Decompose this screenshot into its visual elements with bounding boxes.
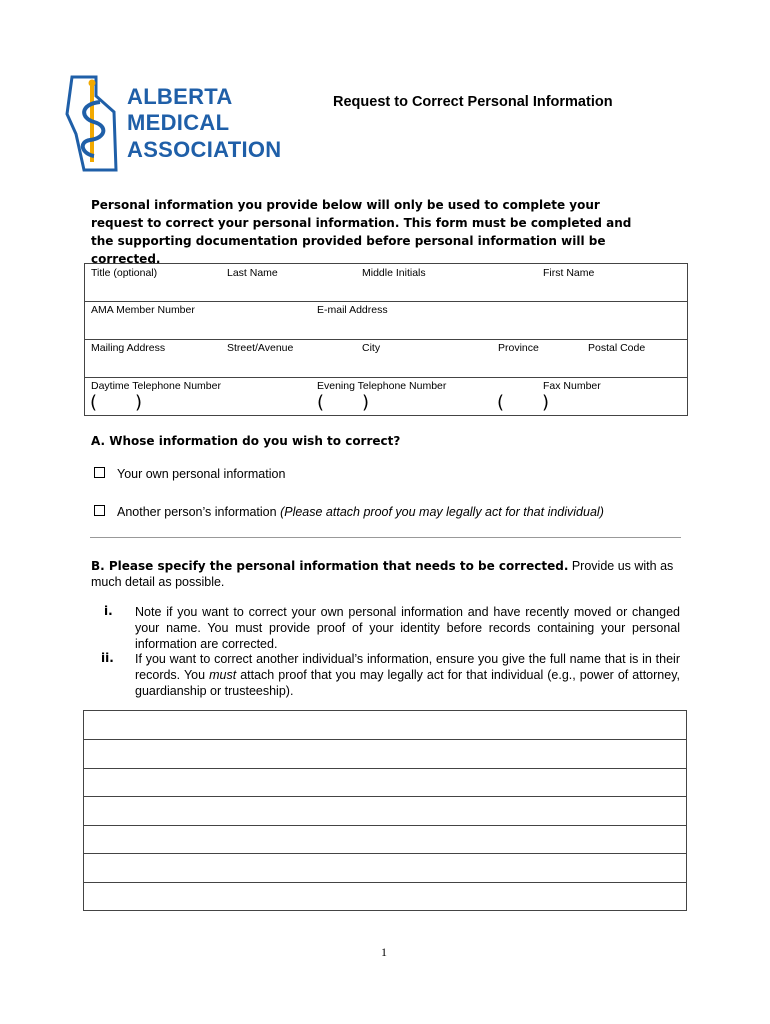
last-name-field[interactable]: Last Name: [227, 267, 278, 279]
section-b-heading: [91, 558, 681, 590]
ruled-line: [84, 768, 686, 769]
ruled-line: [84, 739, 686, 740]
rod-of-asclepius-icon: [64, 74, 124, 174]
note-2-pre: If you want to correct another individual’s information, ensure you give the full name that is in their records. You: [135, 652, 680, 682]
note-2-post: attach proof that you may legally act for that individual (e.g., power of attorney, guardianship or trusteeship).: [135, 668, 680, 698]
correction-details-box[interactable]: [83, 710, 687, 911]
section-a-heading: A. Whose information do you wish to correct?: [91, 434, 401, 448]
grid-divider: [85, 377, 687, 378]
ruled-line: [84, 796, 686, 797]
ruled-line: [84, 882, 686, 883]
note-2-text: [135, 651, 680, 699]
mailing-address-label: Mailing Address: [91, 342, 166, 354]
day-phone-area-close: ): [135, 392, 143, 413]
note-1-number: i.: [104, 604, 113, 618]
evening-phone-field[interactable]: Evening Telephone Number: [317, 380, 447, 392]
grid-divider: [85, 339, 687, 340]
section-b-title: B. Please specify the personal information that needs to be corrected.: [91, 559, 569, 573]
logo-line-1: ALBERTA: [127, 84, 233, 109]
city-field[interactable]: City: [362, 342, 381, 354]
intro-text: Personal information you provide below will only be used to complete your request to correct your personal information. This form must be completed and the supporting documentation provided before personal information will be corrected.: [91, 198, 632, 266]
other-info-text: Another person’s information: [117, 505, 277, 519]
note-2-number: ii.: [101, 651, 114, 665]
evening-phone-area-open: (: [317, 392, 325, 413]
logo-line-3: ASSOCIATION: [127, 137, 282, 162]
page-number: 1: [381, 945, 387, 959]
fax-area-close: ): [542, 392, 550, 413]
fax-area-open: (: [497, 392, 505, 413]
own-info-checkbox[interactable]: [94, 467, 105, 478]
logo-line-2: MEDICAL: [127, 110, 230, 135]
email-field[interactable]: E-mail Address: [317, 304, 388, 316]
street-field[interactable]: Street/Avenue: [227, 342, 294, 354]
ama-logo: [64, 74, 124, 178]
day-phone-area-open: (: [90, 392, 98, 413]
day-phone-field[interactable]: Daytime Telephone Number: [91, 380, 221, 392]
province-field[interactable]: Province: [498, 342, 539, 354]
own-info-label: Your own personal information: [117, 467, 286, 481]
other-info-label: [117, 505, 604, 519]
section-divider: [90, 537, 681, 538]
form-title: Request to Correct Personal Information: [333, 94, 613, 110]
title-field[interactable]: Title (optional): [91, 267, 158, 279]
first-name-field[interactable]: First Name: [543, 267, 595, 279]
section-b-subtitle: Provide us with as much detail as possible.: [91, 559, 674, 589]
ruled-line: [84, 825, 686, 826]
grid-divider: [85, 301, 687, 302]
member-number-field[interactable]: AMA Member Number: [91, 304, 195, 316]
evening-phone-area-close: ): [362, 392, 370, 413]
other-info-note: (Please attach proof you may legally act for that individual): [280, 505, 604, 519]
note-1-text: Note if you want to correct your own personal information and have recently moved or changed your name. You must provide proof of your identity before records containing your personal information are corrected.: [135, 605, 680, 651]
middle-initials-field[interactable]: Middle Initials: [362, 267, 426, 279]
postal-code-field[interactable]: Postal Code: [588, 342, 646, 354]
note-2-emphasis: must: [209, 668, 237, 682]
ruled-line: [84, 853, 686, 854]
other-info-checkbox[interactable]: [94, 505, 105, 516]
personal-info-grid: [84, 263, 688, 416]
fax-field[interactable]: Fax Number: [543, 380, 601, 392]
